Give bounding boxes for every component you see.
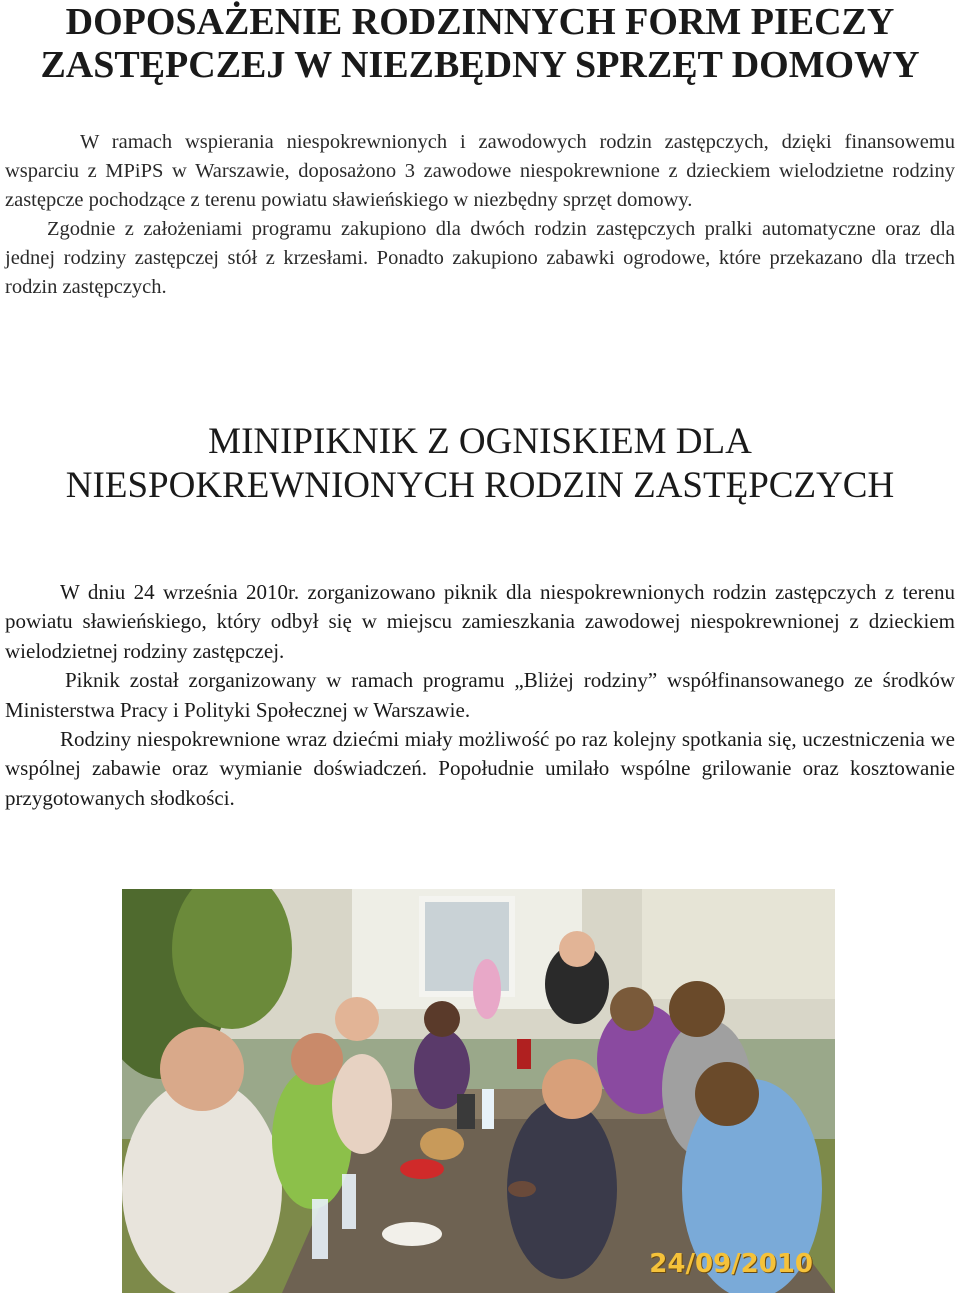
section2-title: [0, 420, 960, 508]
section2-paragraph2: Piknik został zorganizowany w ramach programu „Bliżej rodziny” współfinansowanego ze środków Ministerstwa Pracy i Polityki Społecznej w Warszawie.: [5, 668, 955, 722]
picnic-photo: [122, 889, 835, 1293]
section2-body: [5, 578, 955, 813]
section1-paragraph2: Zgodnie z założeniami programu zakupiono dla dwóch rodzin zastępczych pralki automatyczne oraz dla jednej rodziny zastępczej stół z krzesłami. Ponadto zakupiono zabawki ogrodowe, które przekazano dla trzech rodzin zastępczych.: [5, 218, 955, 298]
section1-title-line2: ZASTĘPCZEJ W NIEZBĘDNY SPRZĘT DOMOWY: [40, 44, 920, 86]
section1-paragraph1: W ramach wspierania niespokrewnionych i zawodowych rodzin zastępczych, dzięki finansowemu wsparciu z MPiPS w Warszawie, doposażono 3 zawodowe niespokrewnione z dzieckiem wielodzietne rodziny zastępcze pochodzące z terenu powiatu sławieńskiego w niezbędny sprzęt domowy.: [5, 131, 955, 211]
section2-title-line1: MINIPIKNIK Z OGNISKIEM DLA: [208, 421, 752, 462]
section2-title-line2: NIESPOKREWNIONYCH RODZIN ZASTĘPCZYCH: [65, 465, 895, 506]
section1-body: [5, 128, 955, 302]
picnic-photo-illustration: [122, 889, 835, 1293]
section2-paragraph3: Rodziny niespokrewnione wraz dziećmi miały możliwość po raz kolejny spotkania się, uczestniczenia we wspólnej zabawie oraz wymianie doświadczeń. Popołudnie umilało wspólne grilowanie oraz kosztowanie przygotowanych słodkości.: [5, 727, 955, 810]
section1-title-line1: DOPOSAŻENIE RODZINNYCH FORM PIECZY: [65, 1, 895, 43]
photo-date-stamp: 24/09/2010: [649, 1249, 813, 1279]
section2-paragraph1: W dniu 24 września 2010r. zorganizowano piknik dla niespokrewnionych rodzin zastępczych z terenu powiatu sławieńskiego, który odbył się w miejscu zamieszkania zawodowej niespokrewnionej z dzieckiem wielodzietnej rodziny zastępczej.: [5, 580, 955, 663]
